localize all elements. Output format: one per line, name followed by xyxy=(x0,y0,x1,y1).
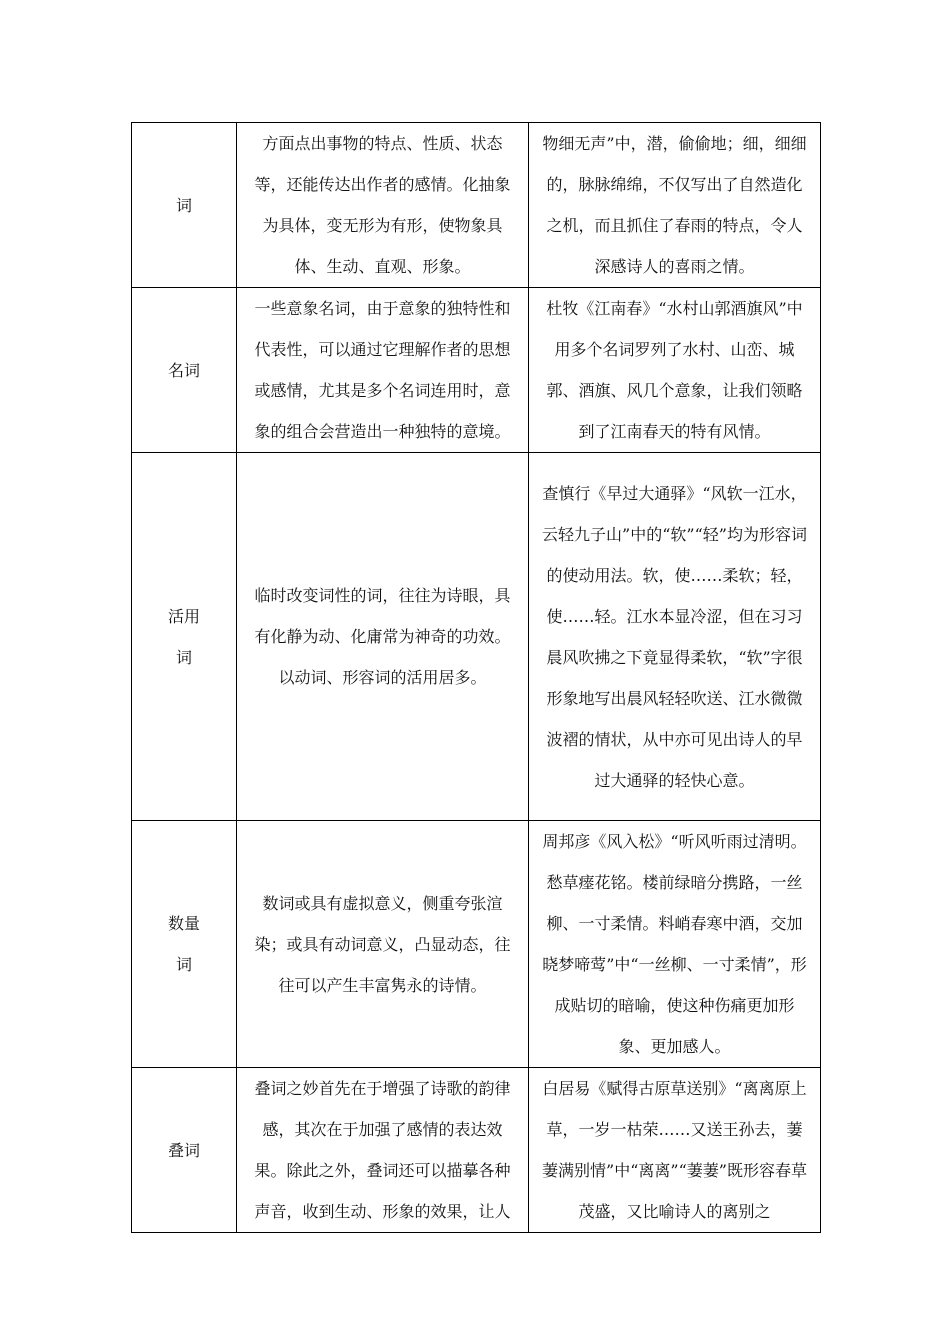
example-cell: 周邦彦《风入松》“听风听雨过清明。愁草瘗花铭。楼前绿暗分携路，一丝柳、一寸柔情。料峭春寒中酒，交加晓梦啼莺”中“一丝柳、一寸柔情”，形成贴切的暗喻，使这种伤痛更加形象、更加感人。 xyxy=(529,821,821,1068)
description-cell: 数词或具有虚拟意义，侧重夸张渲染；或具有动词意义，凸显动态，往往可以产生丰富隽永的诗情。 xyxy=(237,821,529,1068)
description-cell: 临时改变词性的词，往往为诗眼，具有化静为动、化庸常为神奇的功效。以动词、形容词的活用居多。 xyxy=(237,453,529,821)
example-cell: 杜牧《江南春》“水村山郭酒旗风”中用多个名词罗列了水村、山峦、城郭、酒旗、风几个意象，让我们领略到了江南春天的特有风情。 xyxy=(529,288,821,453)
category-cell xyxy=(132,288,237,453)
category-cell xyxy=(132,453,237,821)
table-row xyxy=(132,1068,821,1233)
table-row xyxy=(132,453,821,821)
example-cell: 物细无声”中，潜，偷偷地；细，细细的，脉脉绵绵，不仅写出了自然造化之机，而且抓住了春雨的特点，令人深感诗人的喜雨之情。 xyxy=(529,123,821,288)
category-label: 叠词 xyxy=(167,1140,200,1160)
category-cell xyxy=(132,821,237,1068)
category-cell xyxy=(132,123,237,288)
content-table xyxy=(131,122,821,1233)
description-cell: 方面点出事物的特点、性质、状态等，还能传达出作者的感情。化抽象为具体，变无形为有形，使物象具体、生动、直观、形象。 xyxy=(237,123,529,288)
category-cell xyxy=(132,1068,237,1233)
category-label: 词 xyxy=(175,195,192,215)
description-cell: 一些意象名词，由于意象的独特性和代表性，可以通过它理解作者的思想或感情，尤其是多个名词连用时，意象的组合会营造出一种独特的意境。 xyxy=(237,288,529,453)
category-label-line1: 活用 xyxy=(167,606,200,626)
category-label-line1: 数量 xyxy=(167,914,200,933)
example-cell: 白居易《赋得古原草送别》“离离原上草，一岁一枯荣……又送王孙去，萋萋满别情”中“离离”“萋萋”既形容春草茂盛，又比喻诗人的离别之 xyxy=(529,1068,821,1233)
description-cell: 叠词之妙首先在于增强了诗歌的韵律感，其次在于加强了感情的表达效果。除此之外，叠词还可以描摹各种声音，收到生动、形象的效果，让人 xyxy=(237,1068,529,1233)
table-row xyxy=(132,123,821,288)
table-row xyxy=(132,288,821,453)
category-label-line2: 词 xyxy=(175,647,192,667)
table-row xyxy=(132,821,821,1068)
example-cell: 查慎行《早过大通驿》“风软一江水，云轻九子山”中的“软”“轻”均为形容词的使动用法。软，使……柔软；轻，使……轻。江水本显冷涩，但在习习晨风吹拂之下竟显得柔软，“软”字很形象地写出晨风轻轻吹送、江水微微波褶的情状，从中亦可见出诗人的早过大通驿的轻快心意。 xyxy=(529,453,821,821)
category-label-line2: 词 xyxy=(175,955,192,974)
category-label: 名词 xyxy=(167,360,200,380)
